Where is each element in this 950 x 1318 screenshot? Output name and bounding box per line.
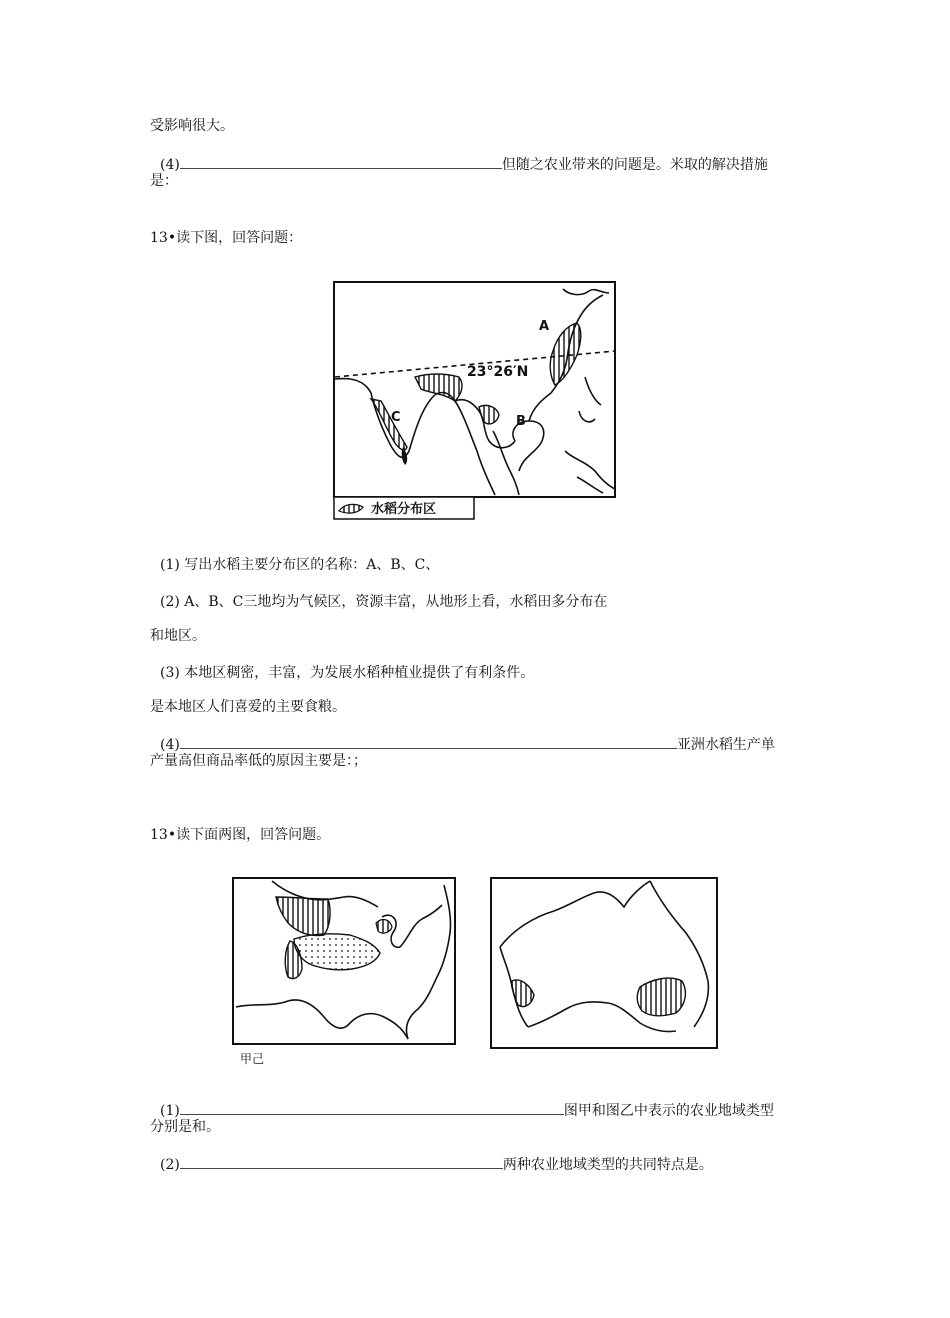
legend-label: 水稻分布区 xyxy=(371,502,437,517)
subquestion-4 xyxy=(160,736,775,753)
subquestion-2: (2) A、B、C三地均为气候区，资源丰富，从地形上看，水稻田多分布在 xyxy=(160,594,608,610)
answer-blank[interactable] xyxy=(180,736,677,749)
asia-rice-map xyxy=(333,281,617,521)
wheat-sheep-zone-east xyxy=(637,978,685,1016)
question-number: (1) xyxy=(160,1103,180,1119)
text-line: 受影响很大。 xyxy=(150,118,234,134)
subquestion-1: (1) 写出水稻主要分布区的名称：A、B、C、 xyxy=(160,557,440,573)
subquestion-3-cont: 是本地区人们喜爱的主要食粮。 xyxy=(150,699,346,715)
legend xyxy=(334,497,474,519)
subquestion-2 xyxy=(160,1156,713,1173)
answer-blank[interactable] xyxy=(180,1156,503,1169)
question-number: (2) xyxy=(160,1157,180,1173)
great-lakes-zone xyxy=(376,920,392,934)
map-usa xyxy=(232,877,456,1047)
question-text: 但随之农业带来的问题是。米取的解决措施 xyxy=(501,157,768,173)
question-4-line xyxy=(160,156,768,173)
subquestion-3: (3) 本地区稠密，丰富，为发展水稻种植业提供了有利条件。 xyxy=(160,665,535,681)
map-frame xyxy=(334,282,615,497)
latitude-label: 23°26′N xyxy=(467,364,529,380)
question-text: 图甲和图乙中表示的农业地域类型 xyxy=(563,1103,774,1119)
label-a: A xyxy=(539,319,550,334)
question-text: 亚洲水稻生产单 xyxy=(676,737,775,753)
subquestion-2-cont: 和地区。 xyxy=(150,628,206,644)
question-heading: 13•读下图，回答问题： xyxy=(150,230,303,246)
subquestion-1-cont: 分别是和。 xyxy=(150,1119,220,1135)
text-line: 是： xyxy=(150,173,178,189)
subquestion-4-cont: 产量高但商品率低的原因主要是：； xyxy=(150,753,367,769)
question-heading: 13•读下面两图，回答问题。 xyxy=(150,827,331,843)
label-b: B xyxy=(516,414,526,429)
label-c: C xyxy=(391,410,401,425)
answer-blank[interactable] xyxy=(180,156,502,169)
answer-blank[interactable] xyxy=(180,1102,564,1115)
map-australia xyxy=(490,877,718,1051)
question-number: (4) xyxy=(160,157,180,173)
map-caption: 甲己 xyxy=(240,1052,265,1066)
question-number: (4) xyxy=(160,737,180,753)
subquestion-1 xyxy=(160,1102,774,1119)
question-text: 两种农业地域类型的共同特点是。 xyxy=(502,1157,713,1173)
